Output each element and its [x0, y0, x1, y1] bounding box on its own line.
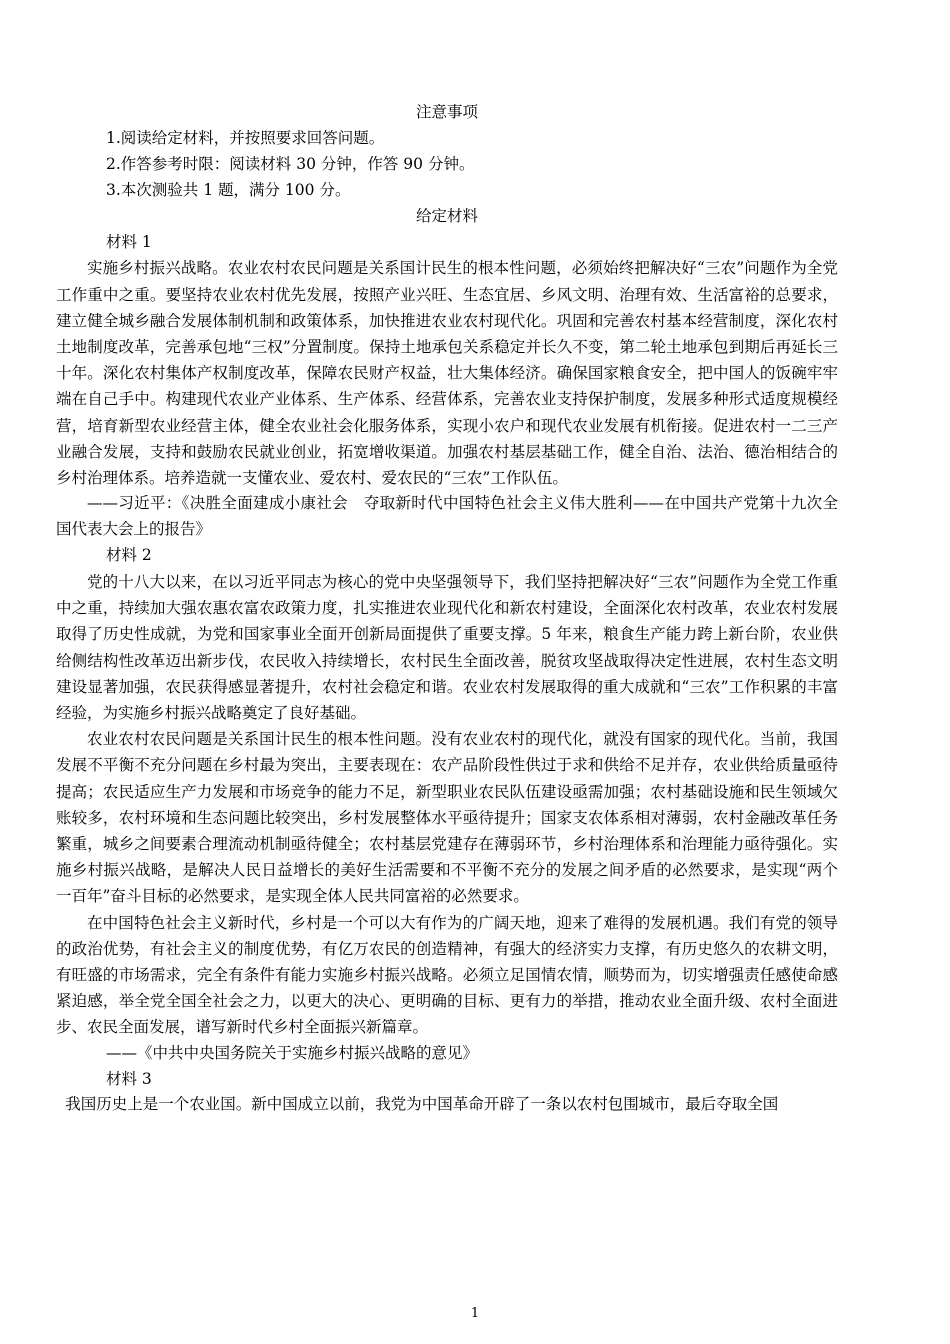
- document-content: [56, 100, 838, 1118]
- materials-heading: 给定材料: [415, 206, 478, 225]
- page-number: 1: [470, 1306, 480, 1321]
- notice-item-3: 3.本次测验共 1 题，满分 100 分。: [106, 180, 351, 199]
- material-2-source: ——《中共中央国务院关于实施乡村振兴战略的意见》: [106, 1043, 479, 1062]
- material-2-paragraph-2: 农业农村农民问题是关系国计民生的根本性问题。没有农业农村的现代化，就没有国家的现代化。当前，我国发展不平衡不充分问题在乡村最为突出，主要表现在：农产品阶段性供过于求和供给不足并存，农业供给质量亟待提高；农民适应生产力发展和市场竞争的能力不足，新型职业农民队伍建设亟需加强；农村基础设施和民生领域欠账较多，农村环境和生态问题比较突出，乡村发展整体水平亟待提升；国家支农体系相对薄弱，农村金融改革任务繁重，城乡之间要素合理流动机制亟待健全；农村基层党建存在薄弱环节，乡村治理体系和治理能力亟待强化。实施乡村振兴战略，是解决人民日益增长的美好生活需要和不平衡不充分的发展之间矛盾的必然要求，是实现“两个一百年”奋斗目标的必然要求，是实现全体人民共同富裕的必然要求。: [56, 730, 838, 906]
- material-1-source: ——习近平：《决胜全面建成小康社会 夺取新时代中国特色社会主义伟大胜利——在中国共产党第十九次全国代表大会上的报告》: [56, 494, 838, 539]
- notice-title: 注意事项: [415, 103, 478, 121]
- notice-item-2: 2.作答参考时限：阅读材料 30 分钟，作答 90 分钟。: [106, 154, 475, 173]
- material-3-label: 材料 3: [106, 1069, 152, 1088]
- material-1-label: 材料 1: [106, 232, 152, 251]
- material-2-paragraph-1: 党的十八大以来，在以习近平同志为核心的党中央坚强领导下，我们坚持把解决好“三农”问题作为全党工作重中之重，持续加大强农惠农富农政策力度，扎实推进农业现代化和新农村建设，全面深化农村改革，农业农村发展取得了历史性成就，为党和国家事业全面开创新局面提供了重要支撑。5 年来，粮食生产能力跨上新台阶，农业供给侧结构性改革迈出新步伐，农民收入持续增长，农村民生全面改善，脱贫攻坚战取得决定性进展，农村生态文明建设显著加强，农民获得感显著提升，农村社会稳定和谐。农业农村发展取得的重大成就和“三农”工作积累的丰富经验，为实施乡村振兴战略奠定了良好基础。: [56, 572, 838, 722]
- material-2-paragraph-3: 在中国特色社会主义新时代，乡村是一个可以大有作为的广阔天地，迎来了难得的发展机遇。我们有党的领导的政治优势，有社会主义的制度优势，有亿万农民的创造精神，有强大的经济实力支撑，有历史悠久的农耕文明，有旺盛的市场需求，完全有条件有能力实施乡村振兴战略。必须立足国情农情，顺势而为，切实增强责任感使命感紧迫感，举全党全国全社会之力，以更大的决心、更明确的目标、更有力的举措，推动农业全面升级、农村全面进步、农民全面发展，谱写新时代乡村全面振兴新篇章。: [56, 913, 838, 1037]
- material-1-body: 实施乡村振兴战略。农业农村农民问题是关系国计民生的根本性问题，必须始终把解决好“三农”问题作为全党工作重中之重。要坚持农业农村优先发展，按照产业兴旺、生态宜居、乡风文明、治理有效、生活富裕的总要求，建立健全城乡融合发展体制机制和政策体系，加快推进农业农村现代化。巩固和完善农村基本经营制度，深化农村土地制度改革，完善承包地“三权”分置制度。保持土地承包关系稳定并长久不变，第二轮土地承包到期后再延长三十年。深化农村集体产权制度改革，保障农民财产权益，壮大集体经济。确保国家粮食安全，把中国人的饭碗牢牢端在自己手中。构建现代农业产业体系、生产体系、经营体系，完善农业支持保护制度，发展多种形式适度规模经营，培育新型农业经营主体，健全农业社会化服务体系，实现小农户和现代农业发展有机衔接。促进农村一二三产业融合发展，支持和鼓励农民就业创业，拓宽增收渠道。加强农村基层基础工作，健全自治、法治、德治相结合的乡村治理体系。培养造就一支懂农业、爱农村、爱农民的“三农”工作队伍。: [56, 259, 838, 488]
- material-2-label: 材料 2: [106, 546, 152, 565]
- material-3-body: 我国历史上是一个农业国。新中国成立以前，我党为中国革命开辟了一条以农村包围城市，最后夺取全国: [65, 1095, 779, 1114]
- notice-item-1: 1.阅读给定材料，并按照要求回答问题。: [106, 128, 385, 147]
